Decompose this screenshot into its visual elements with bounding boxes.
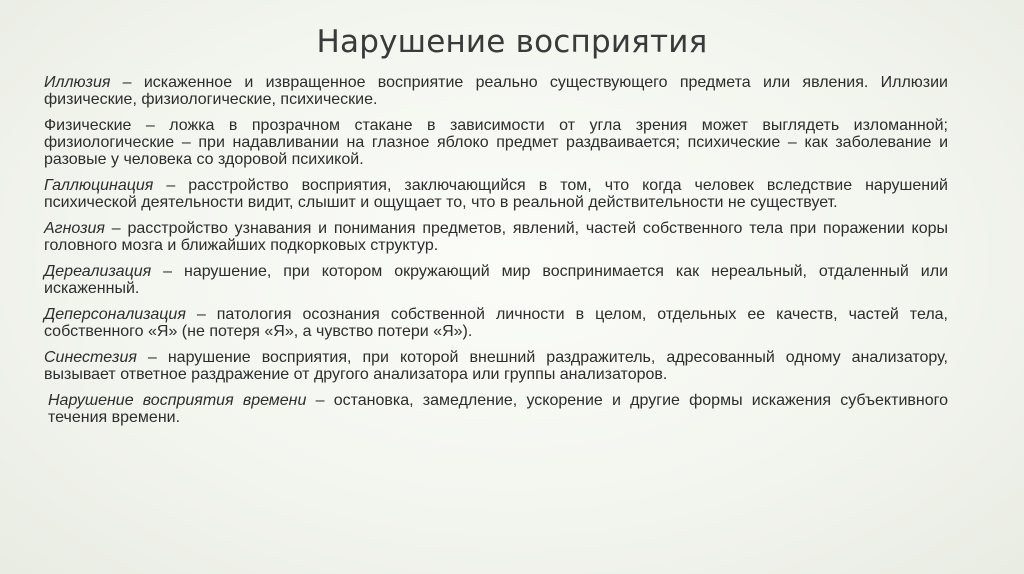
paragraph-illusion bbox=[44, 74, 948, 108]
paragraph-derealization bbox=[44, 263, 948, 297]
definition-illusion-types: Физические – ложка в прозрачном стакане в зависимости от угла зрения может выглядеть изломанной; физиологические – при надавливании на глазное яблоко предмет раздваивается; психические – как заболевание и разовые у человека со здоровой психикой. bbox=[44, 117, 948, 168]
definition-agnosia: – расстройство узнавания и понимания предметов, явлений, частей собственного тела при поражении коры головного мозга и ближайших подкорковых структур. bbox=[44, 220, 948, 254]
slide-body bbox=[44, 74, 948, 435]
term-derealization: Дереализация bbox=[44, 263, 152, 280]
term-synesthesia: Синестезия bbox=[44, 349, 137, 366]
definition-derealization: – нарушение, при котором окружающий мир воспринимается как нереальный, отдаленный или искаженный. bbox=[44, 263, 948, 297]
term-depersonalization: Деперсонализация bbox=[44, 306, 186, 323]
paragraph-time-perception bbox=[44, 392, 948, 426]
slide-title: Нарушение восприятия bbox=[316, 24, 708, 60]
definition-depersonalization: – патология осознания собственной личности в целом, отдельных ее качеств, частей тела, собственного «Я» (не потеря «Я», а чувство потери «Я»). bbox=[44, 306, 948, 340]
definition-time-perception: – остановка, замедление, ускорение и другие формы искажения субъективного течения времени. bbox=[48, 392, 948, 426]
term-illusion: Иллюзия bbox=[44, 74, 111, 91]
term-time-perception: Нарушение восприятия времени bbox=[48, 392, 307, 409]
paragraph-illusion-types bbox=[44, 117, 948, 168]
paragraph-synesthesia bbox=[44, 349, 948, 383]
term-agnosia: Агнозия bbox=[44, 220, 105, 237]
paragraph-depersonalization bbox=[44, 306, 948, 340]
term-hallucination: Галлюцинация bbox=[44, 177, 154, 194]
definition-hallucination: – расстройство восприятия, заключающийся в том, что когда человек вследствие нарушений психической деятельности видит, слышит и ощущает то, что в реальной действительности не существует. bbox=[44, 177, 948, 211]
definition-synesthesia: – нарушение восприятия, при которой внешний раздражитель, адресованный одному анализатору, вызывает ответное раздражение от другого анализатора или группы анализаторов. bbox=[44, 349, 948, 383]
paragraph-hallucination bbox=[44, 177, 948, 211]
paragraph-agnosia bbox=[44, 220, 948, 254]
definition-illusion: – искаженное и извращенное восприятие реально существующего предмета или явления. Иллюзии физические, физиологические, психические. bbox=[44, 74, 948, 108]
